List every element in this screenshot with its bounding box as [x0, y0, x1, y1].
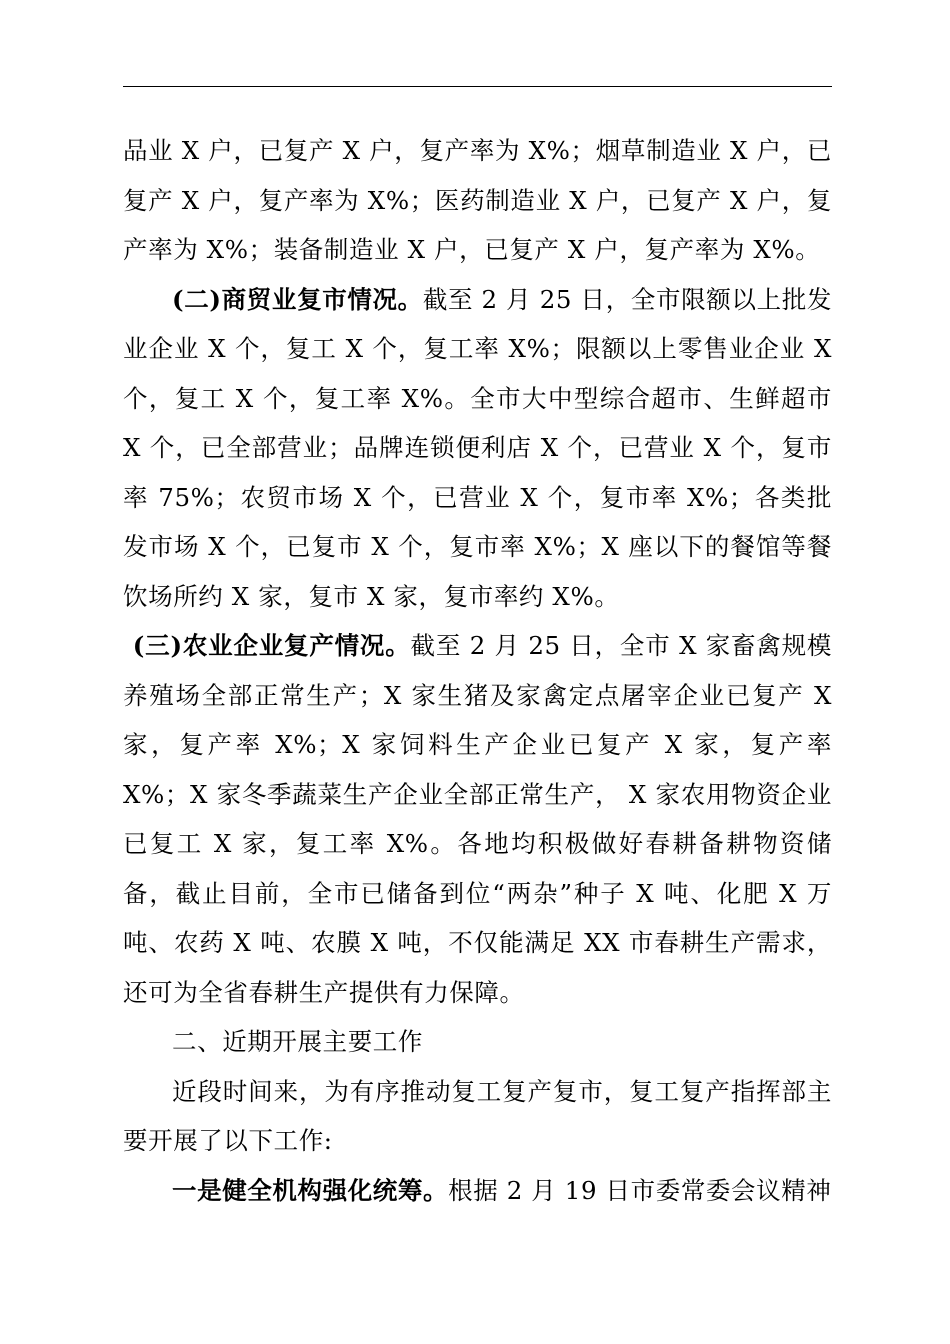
paragraph-text: 根据 2 月 19 日市委常委会议精神	[448, 1175, 832, 1205]
paragraph-industry-resumption	[123, 126, 832, 275]
paragraph-text: 近段时间来，为有序推动复工复产复市，复工复产指挥部主要开展了以下工作:	[123, 1076, 832, 1155]
paragraph-text: 截至 2 月 25 日，全市 X 家畜禽规模养殖场全部正常生产；X 家生猪及家禽定点屠宰企业已复产 X 家，复产率 X%；X 家饲料生产企业已复产 X 家，复产率 X%；X 家冬季蔬菜生产企业全部正常生产， X 家农用物资企业已复工 X 家，复工率 X%。各地均积极做好春耕备耕物资储备，截止目前，全市已储备到位“两杂”种子 X 吨、化肥 X 万吨、农药 X 吨、农膜 X 吨，不仅能满足 XX 市春耕生产需求，还可为全省春耕生产提供有力保障。	[123, 631, 832, 1007]
paragraph-text: 品业 X 户，已复产 X 户，复产率为 X%；烟草制造业 X 户，已复产 X 户，复产率为 X%；医药制造业 X 户，已复产 X 户，复产率为 X%；装备制造业 X 户，已复产 X 户，复产率为 X%。	[123, 136, 832, 264]
paragraph-text: 截至 2 月 25 日，全市限额以上批发业企业 X 个，复工 X 个，复工率 X%；限额以上零售业企业 X 个，复工 X 个，复工率 X%。全市大中型综合超市、生鲜超市 X 个，已全部营业；品牌连锁便利店 X 个，已营业 X 个，复市率 75%；农贸市场 X 个，已营业 X 个，复市率 X%；各类批发市场 X 个，已复市 X 个，复市率 X%；X 座以下的餐馆等餐饮场所约 X 家，复市 X 家，复市率约 X%。	[123, 284, 832, 611]
document-body	[123, 126, 832, 1215]
paragraph-agriculture-resumption	[123, 621, 832, 1017]
measure-heading-first: 一是健全机构强化统筹。	[172, 1175, 449, 1205]
heading-text: 二、近期开展主要工作	[172, 1027, 423, 1056]
paragraph-recent-work-intro	[123, 1067, 832, 1166]
paragraph-first-measure	[123, 1166, 832, 1216]
section-heading-recent-work	[123, 1017, 832, 1067]
header-rule	[123, 86, 832, 87]
section-heading-agriculture: (三)农业企业复产情况。	[132, 631, 411, 660]
section-heading-commerce: (二)商贸业复市情况。	[172, 284, 423, 314]
paragraph-commerce-reopening	[123, 275, 832, 622]
